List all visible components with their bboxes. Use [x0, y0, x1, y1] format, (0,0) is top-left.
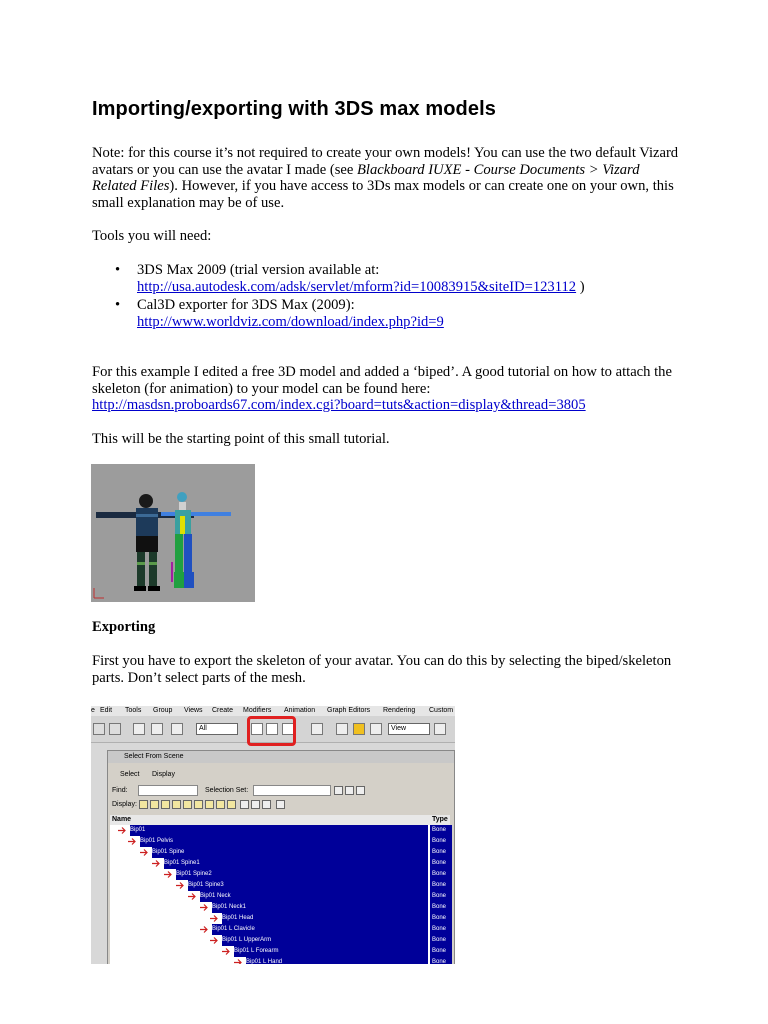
exporting-paragraph: First you have to export the skeleton of your avatar. You can do this by selecting the biped/skeleton parts. Don’t select parts of the mesh.: [92, 653, 672, 686]
table-row[interactable]: Bip01: [130, 825, 428, 836]
table-cell-type: Bone: [430, 957, 452, 964]
example-paragraph: [92, 364, 682, 414]
worldviz-link[interactable]: http://www.worldviz.com/download/index.php?id=9: [137, 313, 444, 330]
tool-suffix: ): [576, 278, 585, 295]
display-label: Display:: [112, 801, 137, 808]
table-row[interactable]: Bip01 L Forearm: [234, 946, 428, 957]
dialog-menu-display[interactable]: Display: [152, 771, 175, 778]
display-xrefs-icon[interactable]: [216, 800, 225, 809]
expand-arrow-icon[interactable]: [164, 871, 173, 878]
dialog-title: Select From Scene: [108, 751, 454, 763]
highlight-select-by-name: [247, 716, 296, 746]
expand-arrow-icon[interactable]: [176, 882, 185, 889]
expand-arrow-icon[interactable]: [234, 959, 243, 964]
expand-arrow-icon[interactable]: [222, 948, 231, 955]
display-cameras-icon[interactable]: [172, 800, 181, 809]
example-text: For this example I edited a free 3D model and added a ‘biped’. A good tutorial on how to attach the skeleton (for animation) to your model can be found here:: [92, 364, 672, 397]
find-input[interactable]: [138, 785, 198, 796]
tools-heading: Tools you will need:: [92, 228, 212, 244]
table-row[interactable]: Bip01 Spine2: [176, 869, 428, 880]
sel-set-icon[interactable]: [345, 786, 354, 795]
expand-arrow-icon[interactable]: [200, 926, 209, 933]
intro-paragraph: [92, 145, 682, 211]
table-cell-type: Bone: [430, 825, 452, 836]
menu-item-edit[interactable]: Edit: [100, 707, 113, 714]
display-lights-icon[interactable]: [161, 800, 170, 809]
link-icon[interactable]: [133, 723, 145, 735]
dialog-menu-select[interactable]: Select: [120, 771, 140, 778]
display-spacewarps-icon[interactable]: [194, 800, 203, 809]
table-row[interactable]: Bip01 Neck: [200, 891, 428, 902]
table-row[interactable]: Bip01 Spine1: [164, 858, 428, 869]
menu-item-group[interactable]: Group: [153, 707, 173, 714]
menu-item-custom[interactable]: Custom: [429, 707, 454, 714]
starting-point-text: This will be the starting point of this small tutorial.: [92, 431, 390, 447]
menu-item-modifiers[interactable]: Modifiers: [243, 707, 272, 714]
table-cell-type: Bone: [430, 902, 452, 913]
rotate-icon[interactable]: [353, 723, 365, 735]
menu-item-animation[interactable]: Animation: [284, 707, 316, 714]
selection-set-dropdown[interactable]: [253, 785, 331, 796]
menu-item-create[interactable]: Create: [212, 707, 234, 714]
menu-item-graph-editors[interactable]: Graph Editors: [327, 707, 371, 714]
expand-arrow-icon[interactable]: [140, 849, 149, 856]
table-cell-type: Bone: [430, 913, 452, 924]
expand-arrow-icon[interactable]: [210, 915, 219, 922]
tool-item-cal3d: [137, 297, 444, 330]
selection-filter-dropdown[interactable]: All: [196, 723, 238, 735]
expand-arrow-icon[interactable]: [188, 893, 197, 900]
table-row[interactable]: Bip01 Spine: [152, 847, 428, 858]
table-row[interactable]: Bip01 Spine3: [188, 880, 428, 891]
table-row[interactable]: Bip01 L Hand: [246, 957, 428, 964]
table-row[interactable]: Bip01 Neck1: [212, 902, 428, 913]
expand-arrow-icon[interactable]: [118, 827, 127, 834]
menu-item-tools[interactable]: Tools: [125, 707, 142, 714]
window-crossing-icon[interactable]: [311, 723, 323, 735]
table-row[interactable]: Bip01 L Clavicle: [212, 924, 428, 935]
expand-arrow-icon[interactable]: [152, 860, 161, 867]
table-cell-type: Bone: [430, 847, 452, 858]
table-row[interactable]: Bip01 Head: [222, 913, 428, 924]
find-label: Find:: [112, 787, 128, 794]
hierarchy-icon[interactable]: [276, 800, 285, 809]
display-helpers-icon[interactable]: [183, 800, 192, 809]
display-row: [108, 799, 454, 811]
redo-icon[interactable]: [93, 723, 105, 735]
display-all-icon[interactable]: [240, 800, 249, 809]
table-row[interactable]: Bip01 Pelvis: [140, 836, 428, 847]
bullet-icon: •: [115, 262, 121, 278]
table-cell-type: Bone: [430, 924, 452, 935]
unlink-icon[interactable]: [151, 723, 163, 735]
tool-text: 3DS Max 2009 (trial version available at:: [137, 262, 380, 278]
move-icon[interactable]: [336, 723, 348, 735]
bind-spacewarp-icon[interactable]: [171, 723, 183, 735]
sel-set-icon[interactable]: [356, 786, 365, 795]
sel-set-icon[interactable]: [334, 786, 343, 795]
3dsmax-screenshot: [91, 706, 455, 964]
intro-text-2: ). However, if you have access to 3Ds max models or can create one on your own, this small explanation may be of use.: [92, 178, 674, 211]
scene-object-list: [110, 825, 450, 964]
column-type[interactable]: Type: [432, 816, 448, 823]
expand-arrow-icon[interactable]: [210, 937, 219, 944]
expand-arrow-icon[interactable]: [128, 838, 137, 845]
avatar-figure-illustration: [91, 464, 255, 602]
pivot-icon[interactable]: [434, 723, 446, 735]
table-cell-type: Bone: [430, 836, 452, 847]
undo-icon[interactable]: [109, 723, 121, 735]
reference-coord-dropdown[interactable]: View: [388, 723, 430, 735]
selection-set-label: Selection Set:: [205, 787, 249, 794]
table-cell-type: Bone: [430, 858, 452, 869]
autodesk-link[interactable]: http://usa.autodesk.com/adsk/servlet/mform?id=10083915&siteID=123112: [137, 278, 577, 295]
menu-item[interactable]: e: [91, 707, 95, 714]
table-cell-type: Bone: [430, 946, 452, 957]
bullet-icon: •: [115, 297, 121, 313]
menu-item-rendering[interactable]: Rendering: [383, 707, 416, 714]
intro-italic-path: Blackboard IUXE - Course Documents > Vizard Related Files: [92, 161, 640, 195]
display-geometry-icon[interactable]: [139, 800, 148, 809]
select-from-scene-dialog: [107, 750, 455, 964]
page-title: Importing/exporting with 3DS max models: [92, 98, 496, 120]
menu-bar: [91, 706, 455, 716]
display-shapes-icon[interactable]: [150, 800, 159, 809]
tool-item-3dsmax: [137, 262, 585, 295]
table-cell-type: Bone: [430, 880, 452, 891]
tutorial-link[interactable]: http://masdsn.proboards67.com/index.cgi?board=tuts&action=display&thread=3805: [92, 397, 586, 414]
display-bones-icon[interactable]: [227, 800, 236, 809]
display-invert-icon[interactable]: [262, 800, 271, 809]
scale-icon[interactable]: [370, 723, 382, 735]
table-cell-type: Bone: [430, 891, 452, 902]
intro-text-1: Note: for this course it’s not required to create your own models! You can use the two default Vizard avatars or you can use the avatar I made (see: [92, 145, 679, 178]
tool-text: Cal3D exporter for 3DS Max (2009):: [137, 297, 355, 313]
find-row: [108, 785, 454, 797]
display-none-icon[interactable]: [251, 800, 260, 809]
menu-item-views[interactable]: Views: [184, 707, 203, 714]
expand-arrow-icon[interactable]: [200, 904, 209, 911]
table-cell-type: Bone: [430, 869, 452, 880]
avatar-viewport-image: [91, 464, 255, 602]
exporting-heading: Exporting: [92, 619, 156, 635]
table-cell-type: Bone: [430, 935, 452, 946]
table-row[interactable]: Bip01 L UpperArm: [222, 935, 428, 946]
column-name[interactable]: Name: [112, 816, 132, 823]
display-groups-icon[interactable]: [205, 800, 214, 809]
